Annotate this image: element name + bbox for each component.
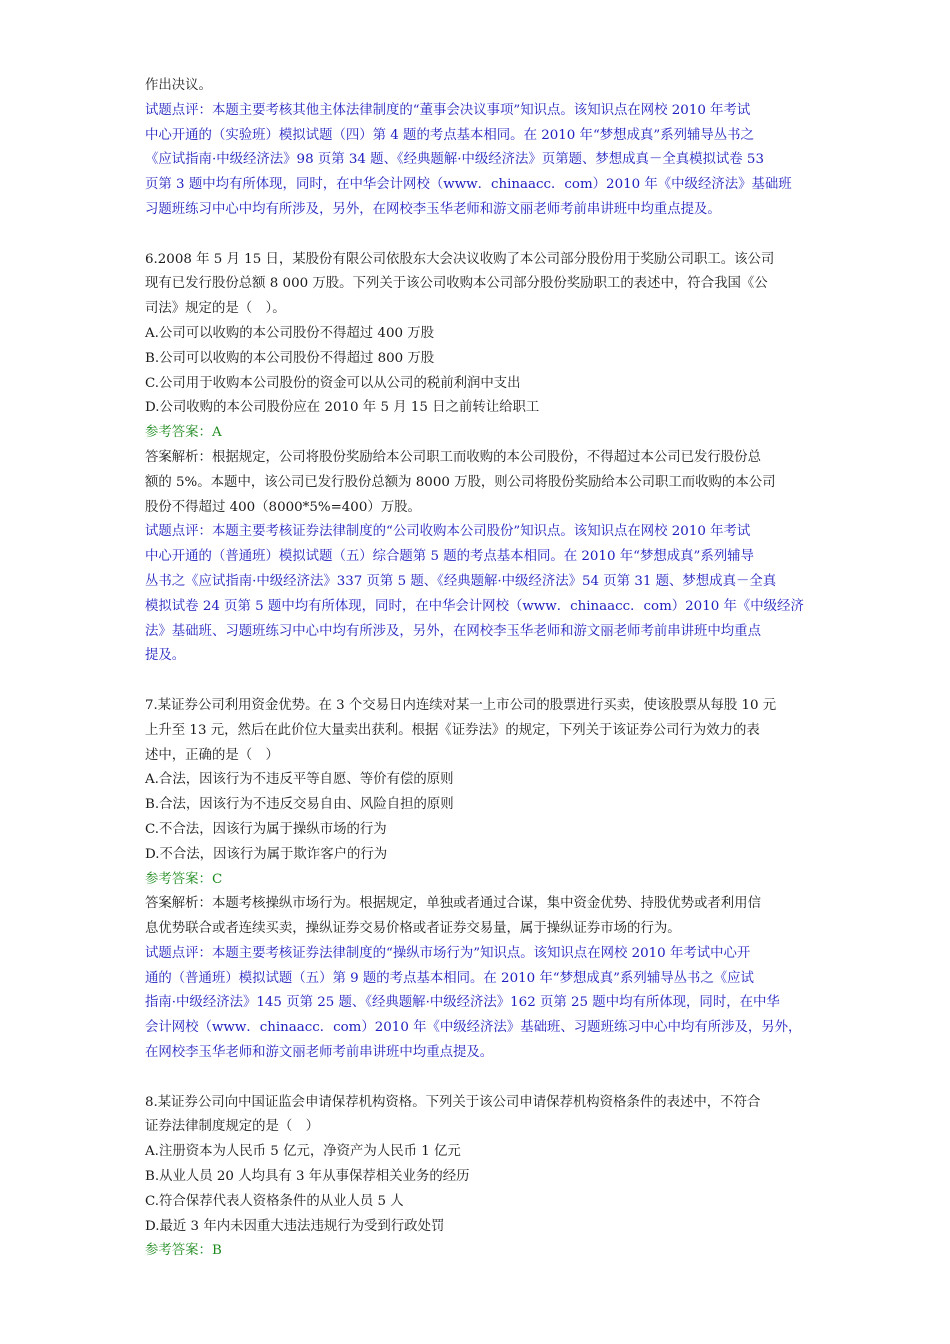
body-text-line: 答案解析：本题考核操纵市场行为。根据规定，单独或者通过合谋，集中资金优势、持股优势或者利用信 [145,896,761,912]
review-comment-block [145,99,815,223]
body-text-line: D.公司收购的本公司股份应在 2010 年 5 月 15 日之前转让给职工 [145,400,540,416]
body-text-line: 述中，正确的是（ ） [145,747,279,763]
review-comment-line: 丛书之《应试指南·中级经济法》337 页第 5 题、《经典题解·中级经济法》54 页第 31 题、梦想成真－全真 [145,573,777,589]
paragraph-gap [145,1066,815,1091]
review-comment-line: 习题班练习中心中均有所涉及，另外，在网校李玉华老师和游文丽老师考前串讲班中均重点提及。 [145,201,721,217]
review-comment-line: 中心开通的（普通班）模拟试题（五）综合题第 5 题的考点基本相同。在 2010 年“梦想成真”系列辅导 [145,549,754,565]
body-text-block [145,446,815,520]
body-text-block [145,248,815,422]
body-text-line: 8.某证券公司向中国证监会申请保荐机构资格。下列关于该公司申请保荐机构资格条件的表述中，不符合 [145,1094,761,1110]
paragraph-gap [145,669,815,694]
review-comment-line: 法》基础班、习题班练习中心中均有所涉及，另外，在网校李玉华老师和游文丽老师考前串讲班中均重点 [145,623,761,639]
review-comment-line: 中心开通的（实验班）模拟试题（四）第 4 题的考点基本相同。在 2010 年“梦想成真”系列辅导丛书之 [145,127,754,143]
body-text-line: 息优势联合或者连续买卖，操纵证券交易价格或者证券交易量，属于操纵证券市场的行为。 [145,921,681,937]
reference-answer-line: 参考答案：C [145,871,223,887]
body-text-block [145,892,815,942]
review-comment-line: 《应试指南·中级经济法》98 页第 34 题、《经典题解·中级经济法》页第题、梦想成真－全真模拟试卷 53 [145,152,764,168]
body-text-line: 证券法律制度规定的是（ ） [145,1119,320,1135]
body-text-block [145,74,815,99]
body-text-line: 答案解析：根据规定，公司将股份奖励给本公司职工而收购的本公司股份，不得超过本公司已发行股份总 [145,449,761,465]
reference-answer-block [145,421,815,446]
body-text-line: 上升至 13 元，然后在此价位大量卖出获利。根据《证券法》的规定，下列关于该证券公司行为效力的表 [145,722,760,738]
body-text-line: B.合法，因该行为不违反交易自由、风险自担的原则 [145,797,454,813]
document-page [145,74,815,1264]
body-text-line: C.不合法，因该行为属于操纵市场的行为 [145,821,387,837]
body-text-block [145,1091,815,1240]
review-comment-line: 试题点评：本题主要考核证券法律制度的“公司收购本公司股份”知识点。该知识点在网校 2010 年考试 [145,524,751,540]
body-text-line: 现有已发行股份总额 8 000 万股。下列关于该公司收购本公司部分股份奖励职工的表述中，符合我国《公 [145,276,768,292]
review-comment-line: 试题点评：本题主要考核证券法律制度的“操纵市场行为”知识点。该知识点在网校 2010 年考试中心开 [145,945,751,961]
body-text-line: 司法》规定的是（ ）。 [145,301,286,317]
reference-answer-block [145,1239,815,1264]
reference-answer-block [145,868,815,893]
body-text-line: C.符合保荐代表人资格条件的从业人员 5 人 [145,1193,404,1209]
body-text-line: 作出决议。 [145,78,212,93]
body-text-line: 额的 5%。本题中，该公司已发行股份总额为 8000 万股，则公司将股份奖励给本公司职工而收购的本公司 [145,474,776,490]
review-comment-block [145,520,815,669]
body-text-line: C.公司用于收购本公司股份的资金可以从公司的税前利润中支出 [145,375,521,391]
body-text-line: 股份不得超过 400（8000*5%=400）万股。 [145,499,421,515]
body-text-block [145,694,815,868]
reference-answer-line: 参考答案：A [145,425,222,441]
body-text-line: 6.2008 年 5 月 15 日，某股份有限公司依股东大会决议收购了本公司部分股份用于奖励公司职工。该公司 [145,251,775,267]
review-comment-line: 指南·中级经济法》145 页第 25 题、《经典题解·中级经济法》162 页第 25 题中均有所体现，同时，在中华 [145,995,780,1011]
body-text-line: A.注册资本为人民币 5 亿元，净资产为人民币 1 亿元 [145,1144,461,1160]
body-text-line: 7.某证券公司利用资金优势。在 3 个交易日内连续对某一上市公司的股票进行买卖，使该股票从每股 10 元 [145,697,777,713]
body-text-line: B.公司可以收购的本公司股份不得超过 800 万股 [145,350,435,366]
body-text-line: A.公司可以收购的本公司股份不得超过 400 万股 [145,325,435,341]
review-comment-line: 通的（普通班）模拟试题（五）第 9 题的考点基本相同。在 2010 年“梦想成真”系列辅导丛书之《应试 [145,970,754,986]
body-text-line: D.不合法，因该行为属于欺诈客户的行为 [145,846,388,862]
review-comment-line: 会计网校（www．chinaacc．com）2010 年《中级经济法》基础班、习题班练习中心中均有所涉及，另外， [145,1020,802,1036]
review-comment-line: 在网校李玉华老师和游文丽老师考前串讲班中均重点提及。 [145,1045,494,1061]
paragraph-gap [145,223,815,248]
review-comment-line: 模拟试卷 24 页第 5 题中均有所体现，同时，在中华会计网校（www．chinaacc．com）2010 年《中级经济 [145,598,804,614]
body-text-line: A.合法，因该行为不违反平等自愿、等价有偿的原则 [145,772,454,788]
review-comment-line: 试题点评：本题主要考核其他主体法律制度的“董事会决议事项”知识点。该知识点在网校 2010 年考试 [145,102,751,118]
review-comment-line: 提及。 [145,648,186,664]
review-comment-line: 页第 3 题中均有所体现，同时，在中华会计网校（www．chinaacc．com）2010 年《中级经济法》基础班 [145,177,792,193]
body-text-line: B.从业人员 20 人均具有 3 年从事保荐相关业务的经历 [145,1169,470,1185]
review-comment-block [145,942,815,1066]
reference-answer-line: 参考答案：B [145,1243,222,1259]
body-text-line: D.最近 3 年内未因重大违法违规行为受到行政处罚 [145,1218,445,1234]
